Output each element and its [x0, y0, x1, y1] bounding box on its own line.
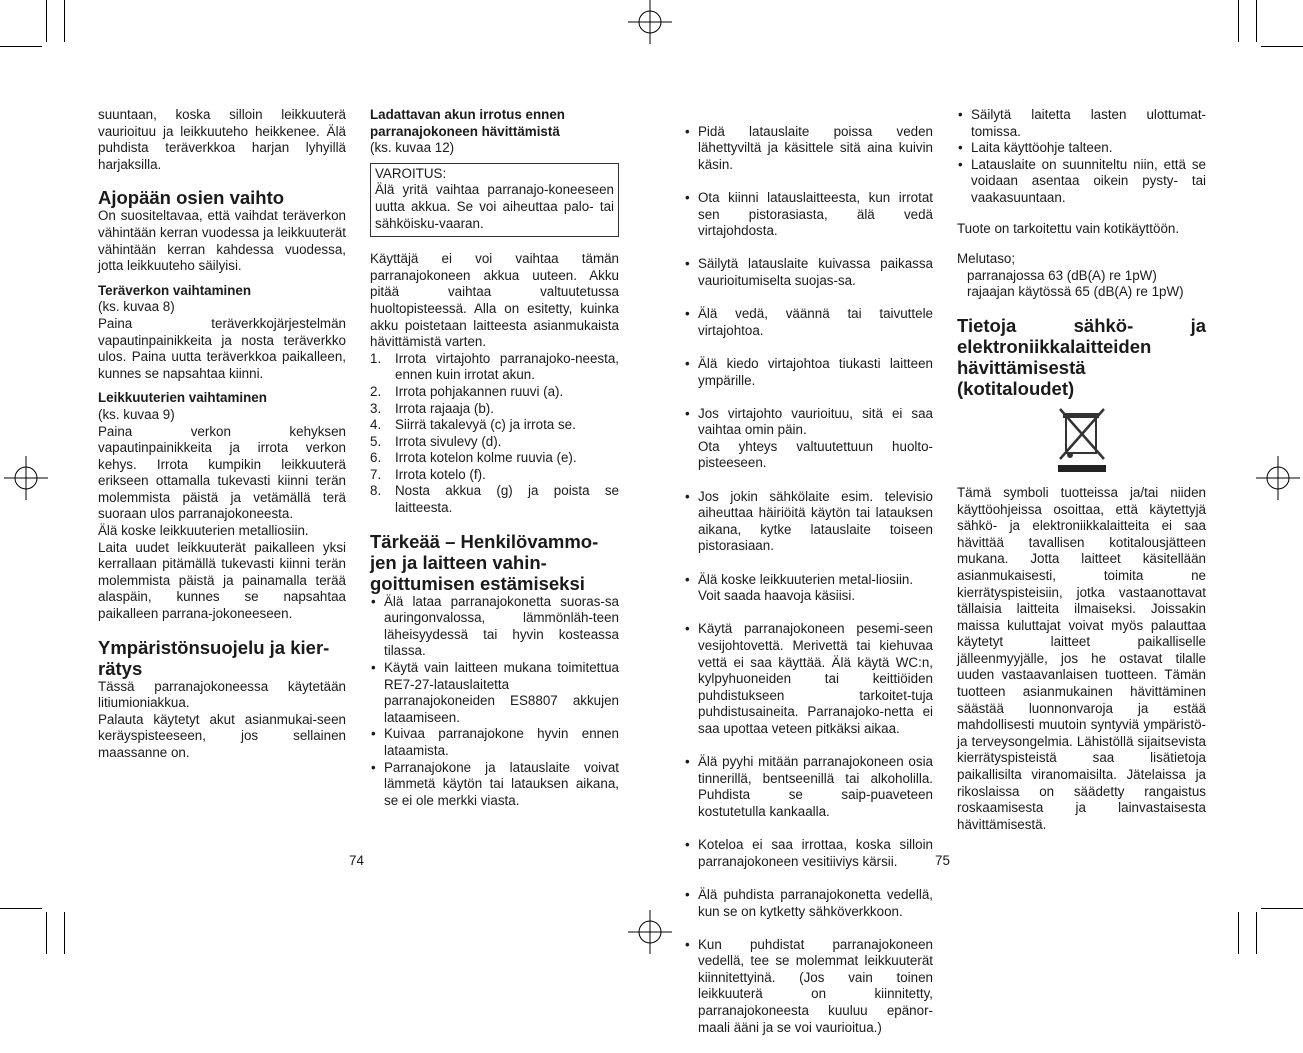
- list-item: • Älä kiedo virtajohtoa tiukasti laitteen ympärille.: [684, 356, 933, 389]
- list-item: • Latauslaite on suunniteltu niin, että se voidaan asentaa oikein pysty- tai vaakasuuntaan.: [957, 157, 1206, 207]
- page-number-right: 75: [935, 853, 950, 868]
- crop-mark: [46, 0, 47, 42]
- blade-paragraph: Laita uudet leikkuuterät paikalleen yksi kerrallaan pitämällä tukevasti kiinni terän molemmista päistä ja painamalla terää alaspäin, kunnes se napsahtaa paikalleen parrana-jokoneeseen.: [98, 539, 346, 622]
- list-item: • Ota kiinni latauslaitteesta, kun irrotat sen pistorasiasta, älä vedä virtajohdosta.: [684, 190, 933, 240]
- noise-value: rajaajan käytössä 65 (dB(A) re 1pW): [967, 284, 1184, 300]
- column-2: [370, 107, 619, 809]
- list-item: • Jos jokin sähkölaite esim. televisio aiheuttaa häiriöitä käytön tai latauksen aikana, kytke latauslaite toiseen pistorasiaan.: [684, 489, 933, 555]
- list-item: 8. Nosta akkua (g) ja poista se laitteesta.: [370, 483, 619, 516]
- list-item: • Jos virtajohto vaurioituu, sitä ei saa vaihtaa omin päin. Ota yhteys valtuutettuun huolto-pisteeseen.: [684, 406, 933, 472]
- heading-foil-replacement: Teräverkon vaihtaminen: [98, 282, 252, 298]
- list-item: • Säilytä latauslaite kuivassa paikassa vaurioitumiselta suojas-sa.: [684, 256, 933, 289]
- heading-battery-removal: Ladattavan akun irrotus ennen parranajokoneen hävittämistä: [370, 107, 565, 139]
- list-item: • Kuivaa parranajokone hyvin ennen lataamista.: [370, 726, 619, 759]
- list-item: 1. Irrota virtajohto parranajoko-neesta, ennen kuin irrotat akun.: [370, 350, 619, 383]
- safety-list-continued: [684, 107, 933, 1053]
- foil-figure-ref: (ks. kuvaa 8): [98, 299, 175, 315]
- heading-blade-replacement: Leikkuuterien vaihtaminen: [98, 390, 267, 406]
- list-item: 7. Irrota kotelo (f).: [370, 466, 486, 482]
- list-item: 6. Irrota kotelon kolme ruuvia (e).: [370, 450, 577, 466]
- list-item: • Älä puhdista parranajokonetta vedellä, kun se on kytketty sähköverkkoon.: [684, 887, 933, 920]
- intro-paragraph: suuntaan, koska silloin leikkuuterä vaurioituu ja leikkuuteho heikkenee. Älä puhdista teräverkkoa harjan lyhyillä harjaksilla.: [98, 107, 346, 172]
- list-item: • Käytä vain laitteen mukana toimitettua RE7-27-latauslaitetta parranajokoneiden ES8807 akkujen lataamiseen.: [370, 660, 619, 726]
- crop-mark: [1256, 0, 1257, 42]
- list-item: 2. Irrota pohjakannen ruuvi (a).: [370, 383, 564, 399]
- list-item: • Koteloa ei saa irrottaa, koska silloin parranajokoneen vesitiiviys kärsii.: [684, 837, 933, 870]
- safety-list-end: [957, 107, 1206, 207]
- environment-paragraph: Tässä parranajokoneessa käytetään litiumioniakkua.: [98, 678, 346, 711]
- safety-list: [370, 594, 619, 810]
- noise-label: Melutaso;: [957, 251, 1016, 267]
- removal-figure-ref: (ks. kuvaa 12): [370, 140, 455, 156]
- list-item: • Älä vedä, väännä tai taivuttele virtajohtoa.: [684, 306, 933, 339]
- list-item: • Pidä latauslaite poissa veden lähettyviltä ja käsittele sitä aina kuivin käsin.: [684, 124, 933, 174]
- heading-environment: Ympäristönsuojelu ja kier-rätys: [98, 636, 330, 679]
- registration-mark: [628, 910, 672, 954]
- list-item: • Käytä parranajokoneen pesemi-seen vesijohtovettä. Merivettä tai kiehuvaa vettä ei saa käyttää. Älä käytä WC:n, kylpyhuoneiden tai keittiöiden puhdistukseen tarkoitet-tuja puhdistusaineita. Parranajoko-netta ei saa upottaa veteen pitkäksi aikaa.: [684, 621, 933, 737]
- parts-paragraph: On suositeltavaa, että vaihdat teräverkon vähintään kerran vuodessa ja leikkuuterät vähintään kerran kahdessa vuodessa, jotta leikkuuteho säilyisi.: [98, 208, 346, 274]
- crop-mark: [0, 908, 42, 909]
- registration-mark: [1256, 456, 1300, 500]
- list-item: • Älä koske leikkuuterien metal-liosiin. Voit saada haavoja käsiisi.: [684, 572, 933, 605]
- heading-safety: Tärkeää – Henkilövammo-jen ja laitteen vahin-goittumisen estämiseksi: [370, 530, 599, 594]
- crossed-out-wheelie-bin-icon: [1052, 405, 1112, 475]
- crop-mark: [1261, 46, 1303, 47]
- list-item: 5. Irrota sivulevy (d).: [370, 433, 502, 449]
- registration-mark: [4, 456, 48, 500]
- blade-figure-ref: (ks. kuvaa 9): [98, 406, 175, 422]
- list-item: • Älä pyyhi mitään parranajokoneen osia tinnerillä, bentseenillä tai alkoholilla. Puhdista se saip-puaveteen kostutetulla kankaalla.: [684, 754, 933, 820]
- column-3: [684, 107, 933, 1053]
- list-item: • Parranajokone ja latauslaite voivat lämmetä käytön tai latauksen aikana, se ei ole merkki viasta.: [370, 760, 619, 810]
- removal-paragraph: Käyttäjä ei voi vaihtaa tämän parranajokoneen akkua uuteen. Akku pitää vaihtaa valtuutetussa huoltopisteessä. Alla on esitetty, kuinka akku poistetaan laitteesta asianmukaista hävittämistä varten.: [370, 251, 619, 350]
- crop-mark: [64, 912, 65, 954]
- warning-box: [370, 163, 619, 237]
- blade-paragraph: Älä koske leikkuuterien metalliosiin.: [98, 523, 309, 539]
- crop-mark: [0, 46, 42, 47]
- list-item: • Kun puhdistat parranajokoneen vedellä, tee se molemmat leikkuuterät kiinnitettyinä. (Jos vain toinen leikkuuterä on kiinnitetty, parranajokoneesta kuuluu epänor-maali ääni ja se voi vaurioitua.): [684, 937, 933, 1037]
- heading-weee: Tietoja sähkö- ja elektroniikkalaitteiden hävittämisestä (kotitaloudet): [957, 314, 1206, 399]
- crop-mark: [1238, 912, 1239, 954]
- heading-parts-replacement: Ajopään osien vaihto: [98, 187, 285, 209]
- registration-mark: [628, 0, 672, 44]
- crop-mark: [64, 0, 65, 42]
- page-number-left: 74: [349, 853, 364, 868]
- warning-text: Älä yritä vaihtaa parranajo-koneeseen uutta akkua. Se voi aiheuttaa palo- tai sähköisku-vaaran.: [375, 182, 614, 231]
- list-item: 3. Irrota rajaaja (b).: [370, 400, 494, 416]
- list-item: • Laita käyttöohje talteen.: [957, 140, 1206, 157]
- environment-paragraph: Palauta käytetyt akut asianmukai-seen keräyspisteeseen, jos sellainen maassanne on.: [98, 711, 346, 760]
- removal-steps: [370, 351, 619, 517]
- foil-paragraph: Paina teräverkkojärjestelmän vapautinpainikkeita ja nosta teräverkko ulos. Paina uutta teräverkkoa paikalleen, kunnes se napsahtaa kiinni.: [98, 315, 346, 381]
- home-use-note: Tuote on tarkoitettu vain kotikäyttöön.: [957, 220, 1180, 236]
- column-1: [98, 107, 346, 762]
- crop-mark: [46, 912, 47, 954]
- list-item: 4. Siirrä takalevyä (c) ja irrota se.: [370, 417, 576, 433]
- list-item: • Älä lataa parranajokonetta suoras-sa auringonvalossa, lämmönläh-teen läheisyydessä tai hyvin kosteassa tilassa.: [370, 594, 619, 660]
- weee-paragraph: Tämä symboli tuotteissa ja/tai niiden käyttöohjeissa osoittaa, että käytettyjä sähkö- ja elektroniikkalaitteita ei saa hävittää tavallisen kotitalousjätteen mukana. Jotta laitteet käsitellään asianmukaisesti, toimita ne kierrätyspisteisiin, jotka vastaanottavat tällaisia laitteita ilmaiseksi. Joissakin maissa kuluttajat voivat myös palauttaa käytetyt laitteet paikalliselle jälleenmyyjälle, jos he ostavat tilalle uuden vastaavanlaisen tuotteen. Tämän tuotteen asianmukainen hävittäminen säästää luonnonvaroja ja estää mahdollisesti muutoin syntyviä ympäristö- ja terveysongelmia. Lähistöllä sijaitsevista kierrätyspisteistä saa lisätietoja paikallisilta viranomaisilta. Jätelaissa ja rikoslaissa on säädetty rangaistus roskaamisesta ja lainvastaisesta hävittämisestä.: [957, 484, 1206, 832]
- warning-title: VAROITUS:: [375, 165, 447, 181]
- crop-mark: [1238, 0, 1239, 42]
- blade-paragraph: Paina verkon kehyksen vapautinpainikkeita ja irrota verkon kehys. Irrota kumpikin leikkuuterä erikseen ottamalla tukevasti kiinni terän molemmista päistä ja vetämällä terä suoraan ulos parranajokoneesta.: [98, 423, 346, 522]
- crop-mark: [1256, 912, 1257, 954]
- list-item: • Säilytä laitetta lasten ulottumat-tomissa.: [957, 107, 1206, 140]
- crop-mark: [1261, 908, 1303, 909]
- column-4: [957, 107, 1206, 833]
- noise-value: parranajossa 63 (dB(A) re 1pW): [967, 267, 1157, 283]
